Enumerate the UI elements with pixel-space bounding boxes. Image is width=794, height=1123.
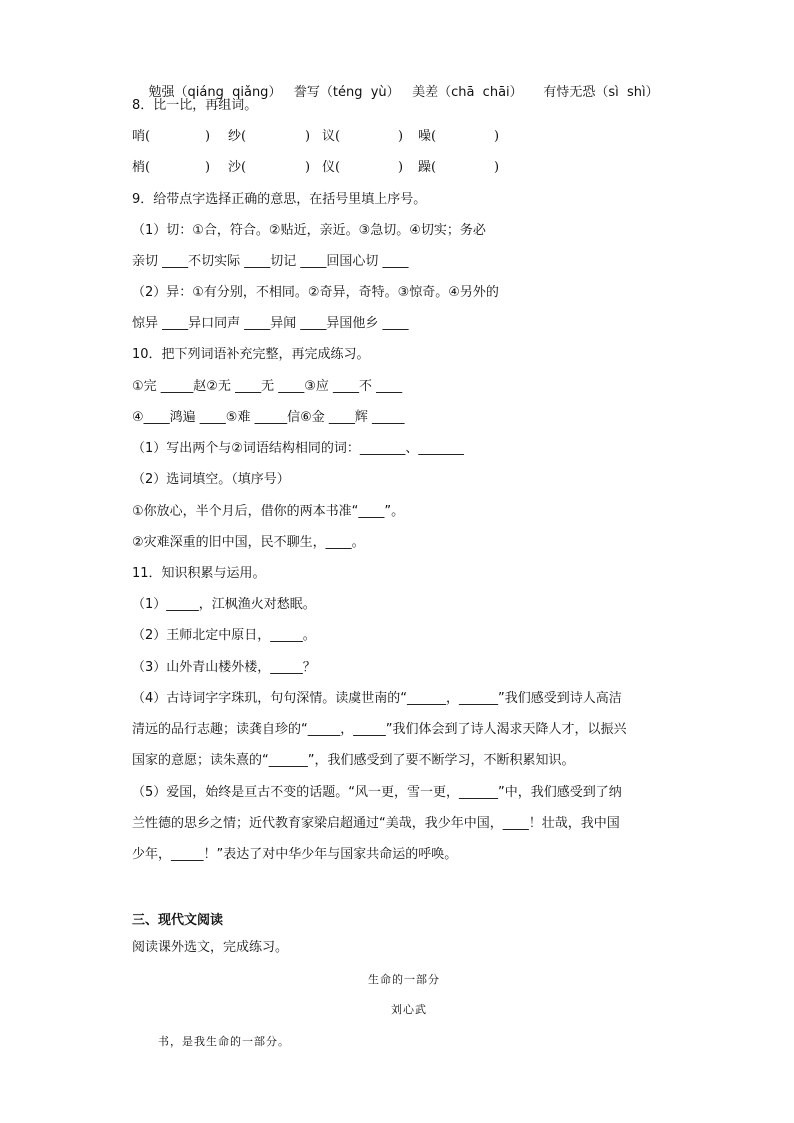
q11-item-2: （2）王师北定中原日，_____。 (132, 628, 316, 643)
q11-item-1: （1）_____，江枫渔火对愁眠。 (132, 597, 316, 612)
q8-title: 8．比一比，再组词。 (132, 98, 258, 113)
q10-sub-question-2: （2）选词填空。（填序号） (132, 472, 290, 487)
q11-item-5-line-2: 兰性德的思乡之情；近代教育家梁启超通过“美哉，我少年中国，____！壮哉，我中国 (132, 816, 620, 831)
q10-title: 10．把下列词语补充完整，再完成练习。 (132, 347, 370, 362)
q7-item: 美差（chā chāi） (412, 85, 523, 100)
section-heading: 三、现代文阅读 (132, 913, 224, 928)
q10-idiom-row-2: ④____鸿遍 ____⑤难 _____信⑥金 ____辉 _____ (132, 410, 405, 425)
q9-part2-definitions: （2）异：①有分别，不相同。②奇异，奇特。③惊奇。④另外的 (132, 285, 499, 300)
q8-char-box: 沙( (228, 160, 247, 175)
q9-title: 9．给带点字选择正确的意思，在括号里填上序号。 (132, 192, 427, 207)
q8-char-box-close: ) (494, 129, 500, 144)
q8-char-box-close: ) (205, 160, 211, 175)
q8-char-box-close: ) (305, 129, 311, 144)
q10-fill-sentence-1: ①你放心，半个月后，借你的两本书准“____”。 (132, 504, 405, 519)
q10-sub-question-1: （1）写出两个与②词语结构相同的词：_______、_______ (132, 441, 464, 456)
q8-char-box-close: ) (398, 129, 404, 144)
q9-part2-words: 惊异 ____异口同声 ____异闻 ____异国他乡 ____ (132, 316, 409, 331)
q9-part1-definitions: （1）切：①合，符合。②贴近，亲近。③急切。④切实；务必 (132, 223, 486, 238)
q8-char-box-close: ) (205, 129, 211, 144)
q8-char-box: 议( (322, 129, 341, 144)
q8-char-box: 仪( (322, 160, 341, 175)
q8-char-box: 纱( (228, 129, 247, 144)
q8-char-box-close: ) (398, 160, 404, 175)
q8-char-box-close: ) (305, 160, 311, 175)
q8-char-box: 哨( (132, 129, 151, 144)
q7-item: 誊写（téng yù） (293, 85, 400, 100)
q7-item: 勉强（qiáng qiǎng） (148, 85, 282, 100)
q8-char-box: 噪( (418, 129, 437, 144)
q11-item-5-line-1: （5）爱国，始终是亘古不变的话题。“风一更，雪一更，______”中，我们感受到了纳 (132, 785, 622, 800)
q10-idiom-row-1: ①完 _____赵②无 ____无 ____③应 ____不 ____ (132, 379, 403, 394)
reading-intro: 阅读课外选文，完成练习。 (132, 940, 289, 955)
article-title: 生命的一部分 (368, 973, 440, 986)
article-first-paragraph: 书，是我生命的一部分。 (158, 1035, 290, 1048)
q7-item: 有恃无恐（sì shì） (543, 85, 659, 100)
q11-item-4-line-3: 国家的意愿；读朱熹的“______”，我们感受到了要不断学习，不断积累知识。 (132, 753, 575, 768)
q11-item-5-line-3: 少年，_____！”表达了对中华少年与国家共命运的呼唤。 (132, 847, 458, 862)
q10-fill-sentence-2: ②灾难深重的旧中国，民不聊生，____。 (132, 535, 365, 550)
q11-item-3: （3）山外青山楼外楼，_____？ (132, 660, 316, 675)
q11-item-4-line-2: 清远的品行志趣；读龚自珍的“_____，_____”我们体会到了诗人渴求天降人才，以振兴 (132, 722, 627, 737)
q8-char-box: 梢( (132, 160, 151, 175)
q8-char-box-close: ) (494, 160, 500, 175)
q9-part1-words: 亲切 ____不切实际 ____切记 ____回国心切 ____ (132, 254, 409, 269)
article-author: 刘心武 (391, 1003, 427, 1016)
q11-item-4-line-1: （4）古诗词字字珠玑，句句深情。读虞世南的“______，______”我们感受到诗人高洁 (132, 691, 622, 706)
q11-title: 11．知识积累与运用。 (132, 566, 266, 581)
q8-char-box: 躁( (418, 160, 437, 175)
